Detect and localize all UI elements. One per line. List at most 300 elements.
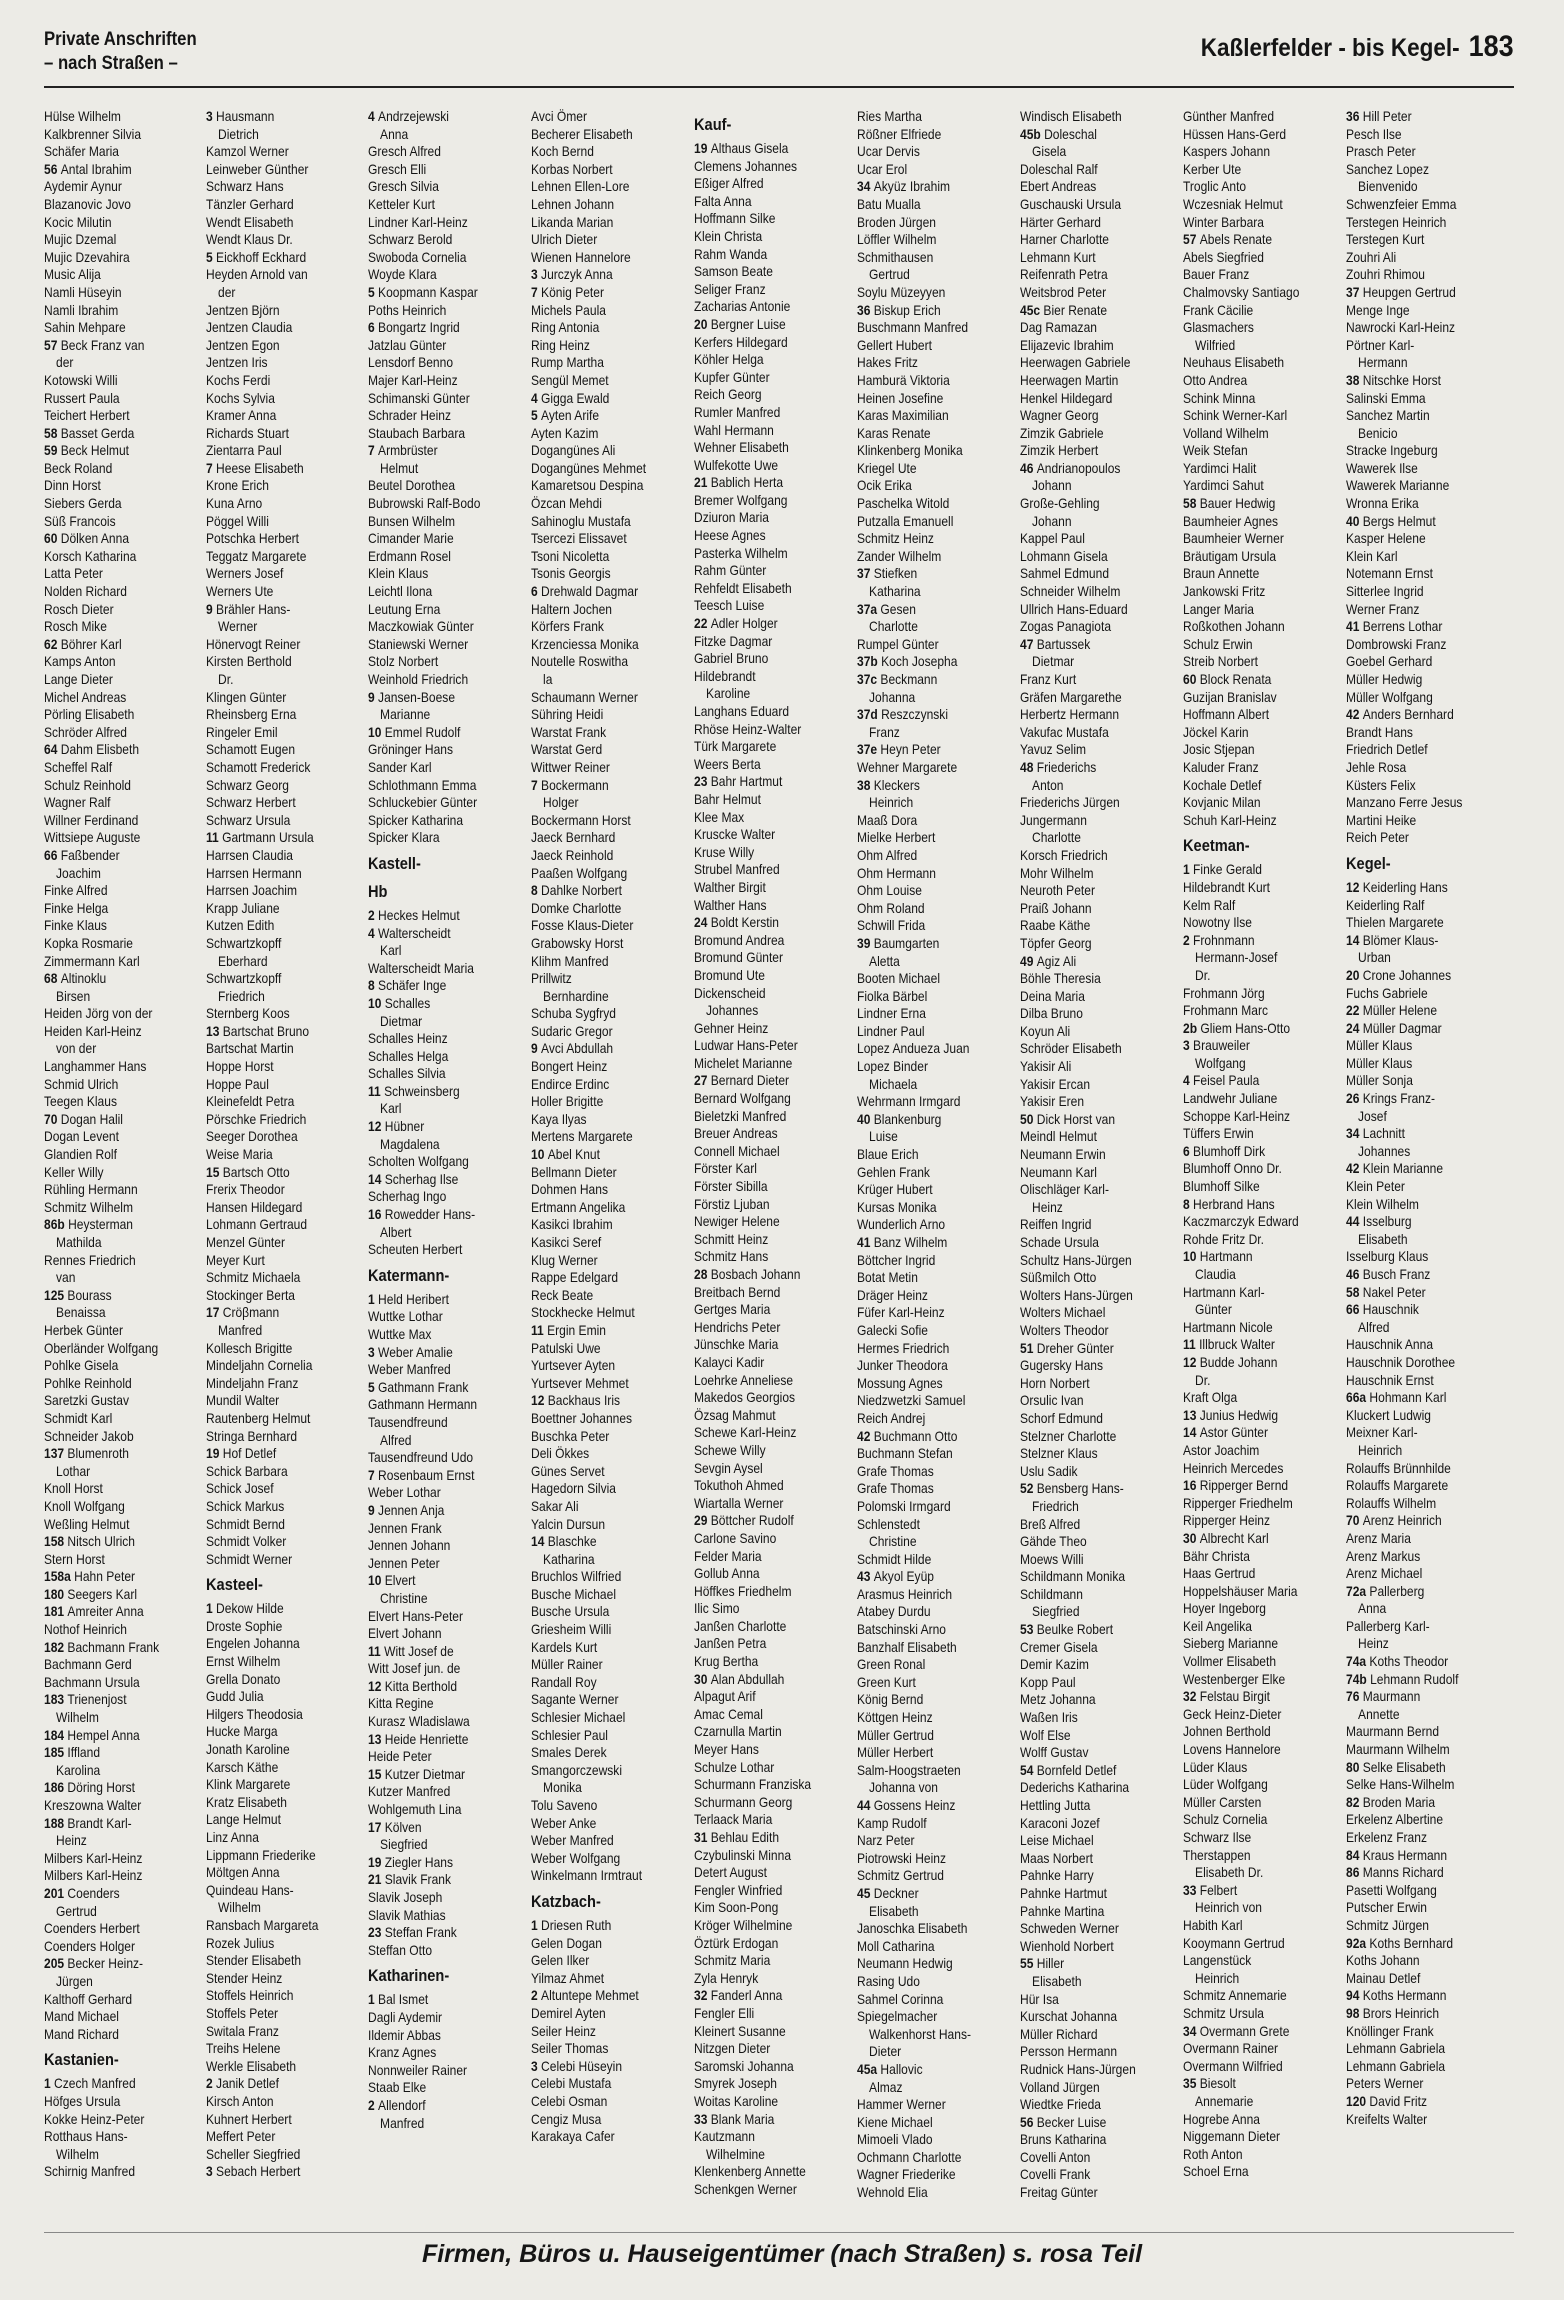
directory-entry: Anna bbox=[1358, 1600, 1387, 1617]
directory-entry: Leutung Erna bbox=[368, 600, 441, 617]
directory-entry: Gelen Ilker bbox=[531, 1952, 590, 1969]
house-number: 47 bbox=[1020, 635, 1037, 652]
directory-entry: Doleschal Ralf bbox=[1020, 160, 1098, 177]
directory-entry: Pahnke Hartmut bbox=[1020, 1884, 1108, 1901]
directory-entry: Karl bbox=[380, 1100, 402, 1117]
directory-entry: Griesheim Willi bbox=[531, 1621, 612, 1638]
directory-entry: Westenberger Elke bbox=[1183, 1670, 1286, 1687]
directory-entry: Charlotte bbox=[869, 618, 918, 635]
house-number: 3 bbox=[531, 2057, 542, 2074]
directory-entry: 72a Pallerberg bbox=[1346, 1582, 1425, 1599]
directory-entry: Frohmann Jörg bbox=[1183, 984, 1265, 1001]
directory-entry: Chalmovsky Santiago bbox=[1183, 283, 1300, 300]
directory-entry: Wulfekotte Uwe bbox=[694, 456, 779, 473]
directory-entry: 30 Alan Abdullah bbox=[694, 1670, 785, 1687]
house-number: 70 bbox=[1346, 1512, 1363, 1529]
directory-entry: Dräger Heinz bbox=[857, 1286, 928, 1303]
directory-entry: Grafe Thomas bbox=[857, 1480, 934, 1497]
directory-entry: 20 Bergner Luise bbox=[694, 315, 786, 332]
directory-entry: Winkelmann Irmtraut bbox=[531, 1867, 643, 1884]
house-number: 6 bbox=[1183, 1142, 1194, 1159]
directory-entry: Bauer Franz bbox=[1183, 266, 1250, 283]
directory-entry: Fengler Elli bbox=[694, 2004, 755, 2021]
directory-entry: 31 Behlau Edith bbox=[694, 1829, 780, 1845]
house-number: 11 bbox=[1183, 1336, 1200, 1353]
page-header bbox=[44, 24, 1514, 88]
directory-entry: 36 Biskup Erich bbox=[857, 301, 941, 318]
directory-entry: 33 Felbert bbox=[1183, 1881, 1238, 1898]
directory-entry: Walkenhorst Hans- bbox=[869, 2025, 971, 2042]
house-number: 11 bbox=[368, 1082, 385, 1099]
directory-entry: Füfer Karl-Heinz bbox=[857, 1304, 945, 1321]
directory-entry: Kaczmarczyk Edward bbox=[1183, 1213, 1299, 1230]
house-number: 2 bbox=[1183, 931, 1194, 948]
house-number: 64 bbox=[44, 741, 61, 758]
directory-entry: 98 Brors Heinrich bbox=[1346, 2004, 1440, 2021]
directory-entry: Kalayci Kadir bbox=[694, 1353, 765, 1370]
directory-entry: Schick Barbara bbox=[206, 1462, 288, 1479]
directory-entry: Newiger Helene bbox=[694, 1213, 780, 1230]
directory-entry: Loehrke Anneliese bbox=[694, 1371, 794, 1388]
directory-entry: Heinrich bbox=[1358, 1441, 1403, 1458]
directory-entry: Latta Peter bbox=[44, 565, 103, 582]
directory-entry: 2b Gliem Hans-Otto bbox=[1183, 1019, 1291, 1036]
directory-entry: Kopka Rosmarie bbox=[44, 934, 134, 951]
directory-entry: Kutzer Manfred bbox=[368, 1783, 451, 1800]
directory-entry: Hauschnik Ernst bbox=[1346, 1371, 1434, 1388]
directory-entry: Kiene Michael bbox=[857, 2113, 933, 2130]
directory-entry: 46 Andrianopoulos bbox=[1020, 459, 1121, 476]
directory-entry: Franz Kurt bbox=[1020, 671, 1077, 687]
house-number: 11 bbox=[531, 1321, 548, 1338]
directory-entry: Jennen Peter bbox=[368, 1554, 440, 1571]
directory-entry: Tüffers Erwin bbox=[1183, 1125, 1254, 1142]
directory-entry: Banzhalf Elisabeth bbox=[857, 1638, 957, 1655]
directory-entry: Bienvenido bbox=[1358, 178, 1418, 195]
directory-entry: 8 Dahlke Norbert bbox=[531, 882, 623, 899]
directory-entry: Astor Joachim bbox=[1183, 1441, 1260, 1458]
directory-entry: 16 Ripperger Bernd bbox=[1183, 1477, 1289, 1494]
directory-entry: 32 Fanderl Anna bbox=[694, 1987, 783, 2004]
house-number: 12 bbox=[368, 1118, 385, 1135]
directory-entry: Wienen Hannelore bbox=[531, 248, 631, 265]
directory-entry: Gelen Dogan bbox=[531, 1934, 602, 1951]
directory-entry: 19 Althaus Gisela bbox=[694, 140, 789, 156]
directory-entry: Overmann Wilfried bbox=[1183, 2057, 1283, 2074]
directory-entry: Randall Roy bbox=[531, 1673, 597, 1690]
directory-entry: 45a Hallovic bbox=[857, 2060, 923, 2077]
section-title-line2: – nach Straßen – bbox=[44, 53, 178, 74]
directory-entry: Klinkenberg Monika bbox=[857, 442, 963, 459]
house-number: 181 bbox=[44, 1603, 68, 1620]
directory-entry: 50 Dick Horst van bbox=[1020, 1110, 1116, 1127]
directory-entry: Hermann-Josef bbox=[1195, 949, 1278, 966]
directory-entry: Müller Herbert bbox=[857, 1744, 934, 1761]
directory-entry: 6 Drehwald Dagmar bbox=[531, 583, 639, 600]
directory-entry: 60 Block Renata bbox=[1183, 671, 1272, 687]
directory-entry: 54 Bornfeld Detlef bbox=[1020, 1761, 1117, 1778]
directory-entry: Linz Anna bbox=[206, 1829, 259, 1845]
directory-entry: Leinweber Günther bbox=[206, 160, 309, 177]
house-number: 60 bbox=[44, 530, 61, 547]
house-number: 54 bbox=[1020, 1761, 1037, 1778]
house-number: 30 bbox=[1183, 1529, 1200, 1546]
directory-entry: Köhler Helga bbox=[694, 351, 764, 368]
directory-entry: Lüder Klaus bbox=[1183, 1758, 1248, 1775]
directory-entry: Elisabeth bbox=[1358, 1230, 1408, 1247]
directory-entry: Finke Alfred bbox=[44, 882, 108, 899]
directory-entry: 4 Feisel Paula bbox=[1183, 1072, 1260, 1089]
directory-entry: Sevgin Aysel bbox=[694, 1459, 763, 1476]
directory-entry: Schick Josef bbox=[206, 1480, 274, 1497]
directory-entry: Friedrich bbox=[1032, 1497, 1079, 1514]
directory-entry: Gisela bbox=[1032, 143, 1067, 160]
directory-entry: Keller Willy bbox=[44, 1163, 104, 1180]
directory-entry: Overmann Rainer bbox=[1183, 2040, 1279, 2057]
house-number: 36 bbox=[1346, 108, 1363, 124]
directory-entry: Swoboda Cornelia bbox=[368, 248, 467, 265]
directory-entry: Öztürk Erdogan bbox=[694, 1934, 779, 1951]
directory-entry: Rasing Udo bbox=[857, 1972, 920, 1989]
directory-entry: Abels Siegfried bbox=[1183, 248, 1264, 265]
house-number: 58 bbox=[1346, 1283, 1363, 1300]
directory-entry: 11 Witt Josef de bbox=[368, 1642, 454, 1659]
directory-entry: 10 Hartmann bbox=[1183, 1248, 1253, 1265]
directory-entry: 16 Rowedder Hans- bbox=[368, 1206, 476, 1223]
directory-entry: Scherhag Ingo bbox=[368, 1188, 447, 1205]
house-number: 92a bbox=[1346, 1934, 1370, 1951]
directory-entry: Kramer Anna bbox=[206, 407, 277, 424]
directory-entry: Bunsen Wilhelm bbox=[368, 512, 455, 529]
directory-entry: Schade Ursula bbox=[1020, 1234, 1099, 1250]
directory-entry: Amac Cemal bbox=[694, 1705, 763, 1722]
directory-entry: Wehnold Elia bbox=[857, 2184, 928, 2201]
directory-entry: Schluckebier Günter bbox=[368, 794, 478, 811]
directory-entry: Milbers Karl-Heinz bbox=[44, 1867, 143, 1884]
directory-entry: Felder Maria bbox=[694, 1547, 762, 1564]
directory-entry: Green Kurt bbox=[857, 1673, 916, 1690]
directory-entry: Helmut bbox=[380, 459, 419, 476]
directory-entry: Korsch Friedrich bbox=[1020, 846, 1108, 863]
directory-entry: Jaeck Bernhard bbox=[531, 829, 616, 846]
directory-entry: Prasch Peter bbox=[1346, 143, 1416, 160]
directory-entry: Kursas Monika bbox=[857, 1198, 937, 1215]
directory-entry: Tolu Saveno bbox=[531, 1797, 598, 1813]
directory-entry: Fitzke Dagmar bbox=[694, 632, 773, 649]
directory-entry: Sagante Werner bbox=[531, 1691, 619, 1708]
house-number: 5 bbox=[206, 248, 217, 265]
directory-entry: Tausendfreund Udo bbox=[368, 1449, 474, 1466]
house-number: 21 bbox=[368, 1871, 385, 1888]
directory-entry: 42 Klein Marianne bbox=[1346, 1160, 1444, 1177]
directory-entry: Maas Norbert bbox=[1020, 1849, 1093, 1866]
directory-entry: Lovens Hannelore bbox=[1183, 1741, 1281, 1758]
directory-entry: 62 Böhrer Karl bbox=[44, 635, 122, 652]
directory-entry: Hamburä Viktoria bbox=[857, 371, 950, 388]
directory-entry: Alfred bbox=[380, 1431, 412, 1448]
directory-entry: Schwill Frida bbox=[857, 917, 926, 934]
street-heading: Kastanien- bbox=[44, 2050, 119, 2070]
directory-entry: 34 Akyüz Ibrahim bbox=[857, 178, 951, 195]
directory-entry: Scholten Wolfgang bbox=[368, 1153, 469, 1170]
directory-entry: Hildebrandt Kurt bbox=[1183, 878, 1271, 895]
directory-entry: Schwenzfeier Emma bbox=[1346, 195, 1457, 212]
directory-entry: Almaz bbox=[869, 2078, 903, 2095]
directory-entry: Schmidt Werner bbox=[206, 1550, 293, 1567]
directory-entry: Terlaack Maria bbox=[694, 1811, 773, 1828]
directory-entry: Teesch Luise bbox=[694, 597, 765, 614]
directory-entry: Pörtner Karl- bbox=[1346, 336, 1415, 353]
directory-entry: 86b Heysterman bbox=[44, 1216, 133, 1233]
house-number: 49 bbox=[1020, 952, 1037, 969]
directory-entry: Nolden Richard bbox=[44, 583, 127, 600]
directory-entry: Pohlke Reinhold bbox=[44, 1374, 132, 1391]
directory-entry: 8 Herbrand Hans bbox=[1183, 1195, 1275, 1212]
directory-entry: 12 Budde Johann bbox=[1183, 1353, 1278, 1370]
directory-entry: Narz Peter bbox=[857, 1832, 915, 1849]
directory-entry: Schäfer Maria bbox=[44, 143, 119, 160]
directory-entry: Annemarie bbox=[1195, 2092, 1254, 2109]
house-number: 1 bbox=[44, 2075, 55, 2092]
house-number: 58 bbox=[44, 424, 61, 441]
directory-entry: Persson Hermann bbox=[1020, 2043, 1118, 2060]
house-number: 15 bbox=[206, 1163, 223, 1180]
directory-entry: Kraft Olga bbox=[1183, 1389, 1238, 1406]
directory-entry: Lindner Karl-Heinz bbox=[368, 213, 468, 230]
directory-entry: Staubach Barbara bbox=[368, 424, 466, 441]
directory-entry: 1 Czech Manfred bbox=[44, 2075, 136, 2092]
directory-entry: Cimander Marie bbox=[368, 530, 454, 547]
directory-entry: 12 Kitta Berthold bbox=[368, 1677, 458, 1694]
directory-entry: 94 Koths Hermann bbox=[1346, 1987, 1447, 2004]
directory-entry: Hoppe Horst bbox=[206, 1058, 274, 1075]
house-number: 201 bbox=[44, 1884, 68, 1901]
house-number: 40 bbox=[857, 1110, 874, 1127]
directory-entry: 9 Jennen Anja bbox=[368, 1501, 445, 1518]
directory-entry: Heyden Arnold van bbox=[206, 266, 308, 283]
directory-entry: Carlone Savino bbox=[694, 1529, 777, 1546]
directory-entry: Elijazevic Ibrahim bbox=[1020, 336, 1114, 353]
directory-entry: Heinz bbox=[1358, 1635, 1389, 1652]
directory-entry: Boettner Johannes bbox=[531, 1409, 633, 1426]
directory-entry: Rehfeldt Elisabeth bbox=[694, 579, 792, 596]
directory-entry: 33 Blank Maria bbox=[694, 2110, 775, 2127]
directory-entry: Dombrowski Franz bbox=[1346, 635, 1447, 652]
directory-entry: Ohm Roland bbox=[857, 899, 925, 916]
directory-entry: Kröger Wilhelmine bbox=[694, 1916, 793, 1933]
directory-entry: Süßmilch Otto bbox=[1020, 1269, 1097, 1286]
directory-entry: Benaissa bbox=[56, 1304, 106, 1321]
directory-entry: Schmitz Hans bbox=[694, 1248, 769, 1265]
street-heading: Kauf- bbox=[694, 115, 732, 134]
directory-entry: 45c Bier Renate bbox=[1020, 301, 1108, 318]
directory-entry: 53 Beulke Robert bbox=[1020, 1621, 1114, 1638]
directory-entry: Mohr Wilhelm bbox=[1020, 864, 1094, 881]
directory-entry: Jaeck Reinhold bbox=[531, 846, 614, 863]
house-number: 56 bbox=[1020, 2113, 1037, 2130]
directory-entry: Heide Peter bbox=[368, 1748, 432, 1765]
directory-entry: 51 Dreher Günter bbox=[1020, 1339, 1114, 1356]
directory-entry: 34 Overmann Grete bbox=[1183, 2022, 1290, 2039]
directory-entry: Dr. bbox=[1195, 966, 1211, 983]
directory-entry: 1 Held Heribert bbox=[368, 1290, 449, 1307]
directory-entry: Demir Kazim bbox=[1020, 1656, 1089, 1673]
directory-entry: Mathilda bbox=[56, 1234, 102, 1250]
directory-entry: 41 Berrens Lothar bbox=[1346, 618, 1443, 635]
house-number: 39 bbox=[857, 934, 874, 951]
directory-entry: Notemann Ernst bbox=[1346, 565, 1434, 582]
directory-entry: Hakes Fritz bbox=[857, 354, 918, 371]
directory-column bbox=[531, 108, 691, 2233]
directory-entry: Kalkbrenner Silvia bbox=[44, 125, 142, 142]
directory-entry: Bachmann Ursula bbox=[44, 1673, 140, 1690]
directory-entry: Kupfer Günter bbox=[694, 368, 770, 385]
directory-entry: Sakar Ali bbox=[531, 1497, 579, 1514]
house-number: 7 bbox=[368, 1466, 379, 1483]
directory-entry: Kasper Helene bbox=[1346, 530, 1426, 547]
directory-entry: Meyer Kurt bbox=[206, 1251, 265, 1268]
directory-entry: 49 Agiz Ali bbox=[1020, 952, 1077, 969]
directory-entry: Ernst Wilhelm bbox=[206, 1653, 281, 1670]
directory-entry: 36 Hill Peter bbox=[1346, 108, 1412, 124]
house-number: 29 bbox=[694, 1512, 711, 1529]
directory-entry: Jünschke Maria bbox=[694, 1336, 779, 1353]
directory-entry: Sanchez Lopez bbox=[1346, 160, 1430, 177]
directory-entry: Nothof Heinrich bbox=[44, 1621, 127, 1638]
directory-entry: Rohde Fritz Dr. bbox=[1183, 1230, 1264, 1247]
directory-entry: Covelli Anton bbox=[1020, 2148, 1091, 2165]
directory-entry: Maczkowiak Günter bbox=[368, 618, 474, 635]
directory-entry: Rolauffs Margarete bbox=[1346, 1477, 1449, 1494]
directory-entry: Mujic Dzemal bbox=[44, 231, 117, 248]
directory-entry: Treihs Helene bbox=[206, 2040, 281, 2057]
directory-entry: 44 Gossens Heinz bbox=[857, 1797, 956, 1813]
directory-entry: Schmidt Hilde bbox=[857, 1550, 932, 1567]
house-number: 23 bbox=[368, 1924, 385, 1941]
directory-entry: Kochs Sylvia bbox=[206, 389, 275, 406]
directory-entry: Kurasz Wladislawa bbox=[368, 1713, 470, 1730]
directory-entry: Coenders Holger bbox=[44, 1937, 136, 1954]
directory-entry: Falta Anna bbox=[694, 192, 752, 209]
house-number: 36 bbox=[857, 301, 874, 318]
house-number: 7 bbox=[368, 442, 379, 459]
directory-entry: Wittsiepe Auguste bbox=[44, 829, 141, 846]
directory-entry: 42 Buchmann Otto bbox=[857, 1427, 958, 1444]
directory-entry: Özsag Mahmut bbox=[694, 1406, 776, 1423]
directory-entry: Müller Sonja bbox=[1346, 1072, 1413, 1089]
house-number: 17 bbox=[206, 1304, 223, 1321]
directory-entry: Wilhelm bbox=[56, 1709, 99, 1726]
directory-entry: Rühling Hermann bbox=[44, 1181, 138, 1198]
house-number: 34 bbox=[1183, 2022, 1200, 2039]
directory-entry: Anna bbox=[380, 125, 409, 142]
directory-entry: Karolina bbox=[56, 1761, 101, 1778]
house-number: 66 bbox=[1346, 1301, 1363, 1318]
directory-entry: Dziuron Maria bbox=[694, 509, 769, 526]
directory-entry: Erdmann Rosel bbox=[368, 547, 451, 564]
directory-entry: Stelzner Charlotte bbox=[1020, 1427, 1117, 1444]
directory-entry: Botat Metin bbox=[857, 1269, 918, 1286]
house-number: 45 bbox=[857, 1884, 874, 1901]
directory-entry: 58 Basset Gerda bbox=[44, 424, 135, 441]
directory-entry: 24 Müller Dagmar bbox=[1346, 1019, 1442, 1036]
directory-entry: Landwehr Juliane bbox=[1183, 1090, 1278, 1107]
directory-entry: Leichtl Ilona bbox=[368, 583, 433, 600]
directory-entry: Katharina bbox=[869, 583, 921, 600]
house-number: 2 bbox=[206, 2075, 217, 2092]
directory-entry: Celebi Mustafa bbox=[531, 2075, 612, 2092]
directory-entry: Seliger Franz bbox=[694, 280, 766, 297]
house-number: 3 bbox=[368, 1343, 379, 1360]
house-number: 9 bbox=[368, 1501, 379, 1518]
directory-entry: Busche Ursula bbox=[531, 1603, 610, 1620]
directory-entry: Schoppe Karl-Heinz bbox=[1183, 1107, 1291, 1124]
directory-entry: Gertrud bbox=[869, 266, 910, 283]
directory-entry: Spiegelmacher bbox=[857, 2008, 938, 2025]
directory-entry: Broden Jürgen bbox=[857, 213, 936, 230]
directory-column bbox=[694, 108, 854, 2233]
house-number: 186 bbox=[44, 1779, 68, 1796]
directory-entry: Baumheier Werner bbox=[1183, 530, 1284, 547]
directory-entry: Wawerek Ilse bbox=[1346, 459, 1418, 476]
directory-entry: Ebert Andreas bbox=[1020, 178, 1097, 195]
directory-entry: 8 Schäfer Inge bbox=[368, 977, 447, 994]
directory-entry: Galecki Sofie bbox=[857, 1321, 928, 1338]
directory-entry: Süß Francois bbox=[44, 512, 116, 529]
directory-entry: Kitta Regine bbox=[368, 1695, 434, 1712]
directory-entry: Pohlke Gisela bbox=[44, 1357, 119, 1374]
directory-entry: Schmidt Karl bbox=[44, 1409, 113, 1426]
directory-entry: Seeger Dorothea bbox=[206, 1128, 298, 1145]
house-number: 94 bbox=[1346, 1987, 1363, 2004]
directory-entry: Gertges Maria bbox=[694, 1301, 771, 1318]
directory-entry: Jentzen Claudia bbox=[206, 319, 293, 336]
directory-entry: Wawerek Marianne bbox=[1346, 477, 1450, 494]
directory-entry: Mand Richard bbox=[44, 2025, 119, 2042]
house-number: 84 bbox=[1346, 1846, 1363, 1863]
directory-entry: Terstegen Heinrich bbox=[1346, 213, 1447, 230]
directory-entry: 37a Gesen bbox=[857, 600, 916, 617]
directory-entry: Wuttke Max bbox=[368, 1326, 432, 1342]
house-number: 66a bbox=[1346, 1389, 1370, 1406]
directory-entry: Stringa Bernhard bbox=[206, 1427, 298, 1444]
directory-entry: Schalles Heinz bbox=[368, 1030, 448, 1047]
directory-entry: Fengler Winfried bbox=[694, 1881, 783, 1898]
directory-entry: Pöggel Willi bbox=[206, 512, 269, 529]
directory-entry: Streib Norbert bbox=[1183, 653, 1258, 670]
directory-entry: Schuh Karl-Heinz bbox=[1183, 811, 1277, 828]
directory-column bbox=[368, 108, 528, 2233]
directory-entry: Herbertz Hermann bbox=[1020, 706, 1120, 723]
directory-entry: Kleinert Susanne bbox=[694, 2022, 786, 2039]
house-number: 9 bbox=[206, 600, 217, 617]
directory-entry: Zimmermann Karl bbox=[44, 952, 140, 969]
directory-entry: Troglic Anto bbox=[1183, 178, 1247, 195]
house-number: 74a bbox=[1346, 1653, 1370, 1670]
directory-entry: Yurtsever Mehmet bbox=[531, 1374, 629, 1391]
directory-entry: Hoyer Ingeborg bbox=[1183, 1600, 1267, 1617]
directory-entry: Kochale Detlef bbox=[1183, 776, 1262, 793]
directory-entry: 42 Anders Bernhard bbox=[1346, 706, 1454, 723]
directory-entry: Elisabeth bbox=[869, 1902, 919, 1919]
house-number: 70 bbox=[44, 1110, 61, 1127]
directory-entry: Ring Antonia bbox=[531, 319, 600, 336]
directory-entry: Green Ronal bbox=[857, 1656, 926, 1673]
directory-entry: Schwartzkopff bbox=[206, 970, 282, 987]
directory-entry: 7 Heese Elisabeth bbox=[206, 459, 304, 476]
directory-entry: 38 Kleckers bbox=[857, 776, 920, 793]
directory-entry: 57 Abels Renate bbox=[1183, 231, 1273, 248]
